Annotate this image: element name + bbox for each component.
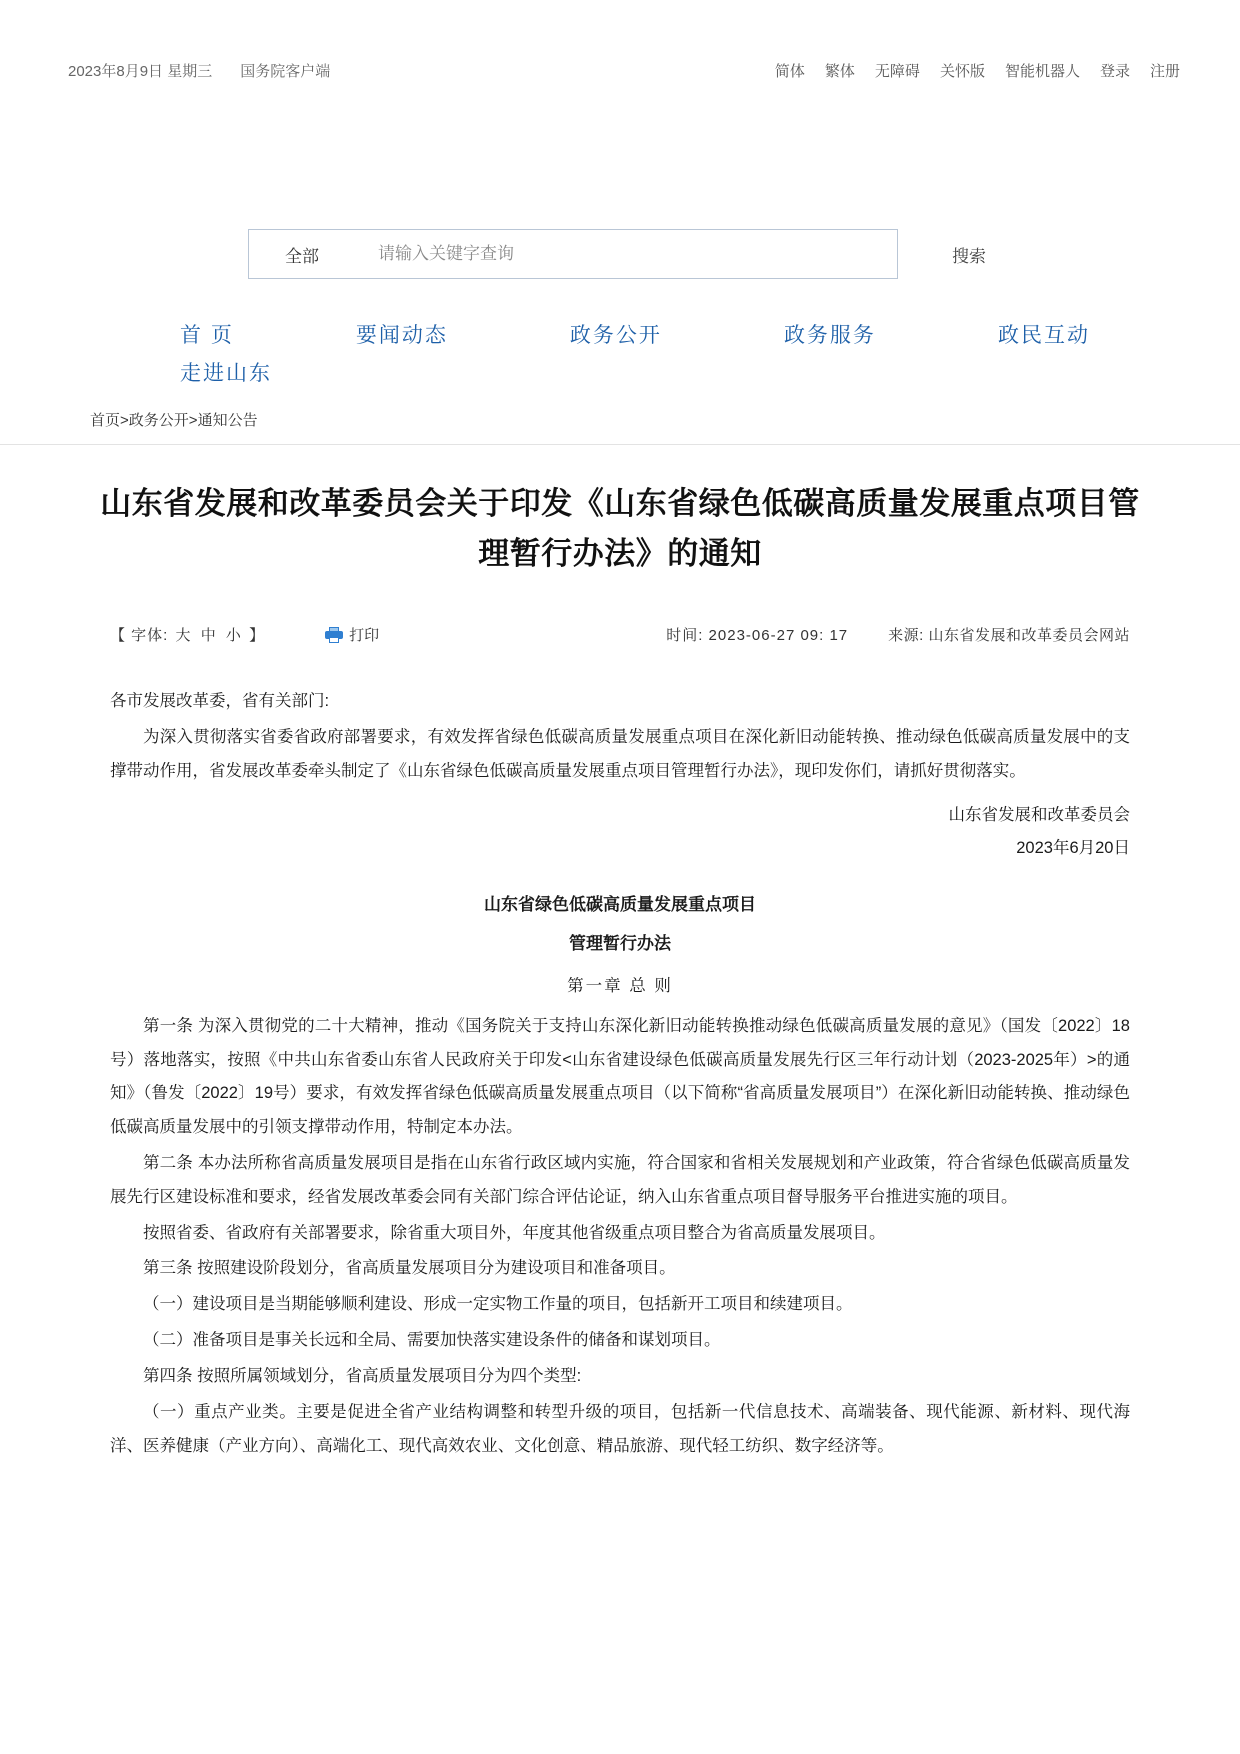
document-subtitle-line1: 山东省绿色低碳高质量发展重点项目	[484, 895, 756, 915]
article-source: 来源: 山东省发展和改革委员会网站	[888, 627, 1130, 645]
current-date: 2023年8月9日 星期三	[68, 63, 213, 80]
breadcrumb-sep-2: >	[188, 412, 198, 429]
body-paragraph: 按照省委、省政府有关部署要求，除省重大项目外，年度其他省级重点项目整合为省高质量发展项目。	[143, 1223, 886, 1242]
signature-block	[110, 799, 1130, 867]
article-meta-bar	[110, 624, 1130, 645]
nav-item-public-interaction[interactable]: 政民互动	[997, 324, 1090, 347]
care-version-link[interactable]: 关怀版	[939, 63, 985, 80]
nav-item-home[interactable]: 首 页	[180, 324, 234, 347]
nav-second-row	[180, 357, 1090, 397]
publish-time: 时间: 2023-06-27 09: 17	[666, 627, 849, 645]
topbar-left-group	[68, 60, 330, 81]
gov-client-link[interactable]: 国务院客户端	[240, 63, 331, 80]
page-title: 山东省发展和改革委员会关于印发《山东省绿色低碳高质量发展重点项目管理暂行办法》的通知	[100, 486, 1140, 571]
nav-item-news[interactable]: 要闻动态	[355, 324, 448, 347]
accessibility-link[interactable]: 无障碍	[874, 63, 920, 80]
body-paragraph: （二）准备项目是事关长远和全局、需要加快落实建设条件的储备和谋划项目。	[143, 1331, 721, 1350]
article-body	[110, 685, 1130, 1463]
breadcrumb-level2[interactable]: 政务公开	[128, 412, 189, 429]
signature-organization: 山东省发展和改革委员会	[948, 805, 1130, 824]
lang-simplified-link[interactable]: 简体	[774, 63, 805, 80]
search-box	[248, 229, 898, 279]
print-label: 打印	[349, 627, 380, 645]
nav-item-government-services[interactable]: 政务服务	[783, 324, 876, 347]
body-paragraph: 为深入贯彻落实省委省政府部署要求，有效发挥省绿色低碳高质量发展重点项目在深化新旧动能转换、推动绿色低碳高质量发展中的支撑带动作用，省发展改革委牵头制定了《山东省绿色低碳高质量发展重点项目管理暂行办法》，现印发你们，请抓好贯彻落实。	[110, 728, 1130, 780]
document-subtitle-line2: 管理暂行办法	[569, 934, 671, 954]
top-utility-bar	[0, 0, 1240, 81]
breadcrumb-home[interactable]: 首页	[90, 412, 121, 429]
search-input[interactable]	[374, 243, 897, 265]
lang-traditional-link[interactable]: 繁体	[824, 63, 855, 80]
font-size-large-button[interactable]: 大	[175, 627, 192, 645]
search-area	[0, 229, 1240, 279]
smart-robot-link[interactable]: 智能机器人	[1004, 63, 1080, 80]
font-size-small-button[interactable]: 小	[225, 627, 242, 645]
breadcrumb	[0, 409, 1240, 445]
body-paragraph: 第四条 按照所属领域划分，省高质量发展项目分为四个类型:	[143, 1366, 582, 1385]
chapter-heading: 第一章 总 则	[567, 976, 673, 995]
font-size-control	[110, 624, 265, 645]
search-button[interactable]: 搜索	[946, 241, 992, 268]
print-button[interactable]	[325, 624, 379, 645]
search-category-select[interactable]: 全部	[285, 246, 319, 266]
breadcrumb-sep-1: >	[120, 412, 129, 429]
body-paragraph: （一）建设项目是当期能够顺利建设、形成一定实物工作量的项目，包括新开工项目和续建项目。	[143, 1295, 853, 1314]
signature-date: 2023年6月20日	[1016, 839, 1130, 858]
register-link[interactable]: 注册	[1149, 63, 1180, 80]
font-size-label-end: 】	[249, 627, 266, 645]
body-paragraph: （一）重点产业类。主要是促进全省产业结构调整和转型升级的项目，包括新一代信息技术、高端装备、现代能源、新材料、现代海洋、医养健康（产业方向）、高端化工、现代高效农业、文化创意、精品旅游、现代轻工纺织、数字经济等。	[110, 1402, 1130, 1455]
body-paragraph: 第一条 为深入贯彻党的二十大精神，推动《国务院关于支持山东深化新旧动能转换推动绿色低碳高质量发展的意见》（国发〔2022〕18号）落地落实，按照《中共山东省委山东省人民政府关于印发<山东省建设绿色低碳高质量发展先行区三年行动计划（2023-2025年）>的通知》（鲁发〔2022〕19号）要求，有效发挥省绿色低碳高质量发展重点项目（以下简称“省高质量发展项目”）在深化新旧动能转换、推动绿色低碳高质量发展中的引领支撑带动作用，特制定本办法。	[110, 1016, 1130, 1137]
nav-item-government-openness[interactable]: 政务公开	[569, 324, 662, 347]
main-navigation	[0, 319, 1240, 397]
nav-item-into-shandong[interactable]: 走进山东	[180, 362, 272, 385]
login-link[interactable]: 登录	[1099, 63, 1130, 80]
body-paragraph: 第三条 按照建设阶段划分，省高质量发展项目分为建设项目和准备项目。	[143, 1259, 676, 1278]
font-size-label: 【 字体:	[110, 627, 169, 645]
body-paragraph: 各市发展改革委，省有关部门:	[110, 692, 330, 711]
printer-icon	[325, 627, 343, 643]
body-paragraph: 第二条 本办法所称省高质量发展项目是指在山东省行政区域内实施，符合国家和省相关发展规划和产业政策，符合省绿色低碳高质量发展先行区建设标准和要求，经省发展改革委会同有关部门综合评估论证，纳入山东省重点项目督导服务平台推进实施的项目。	[110, 1154, 1130, 1206]
topbar-right-group	[775, 60, 1180, 81]
font-size-medium-button[interactable]: 中	[200, 627, 217, 645]
document-subtitle	[110, 888, 1130, 962]
breadcrumb-level3[interactable]: 通知公告	[197, 412, 258, 429]
